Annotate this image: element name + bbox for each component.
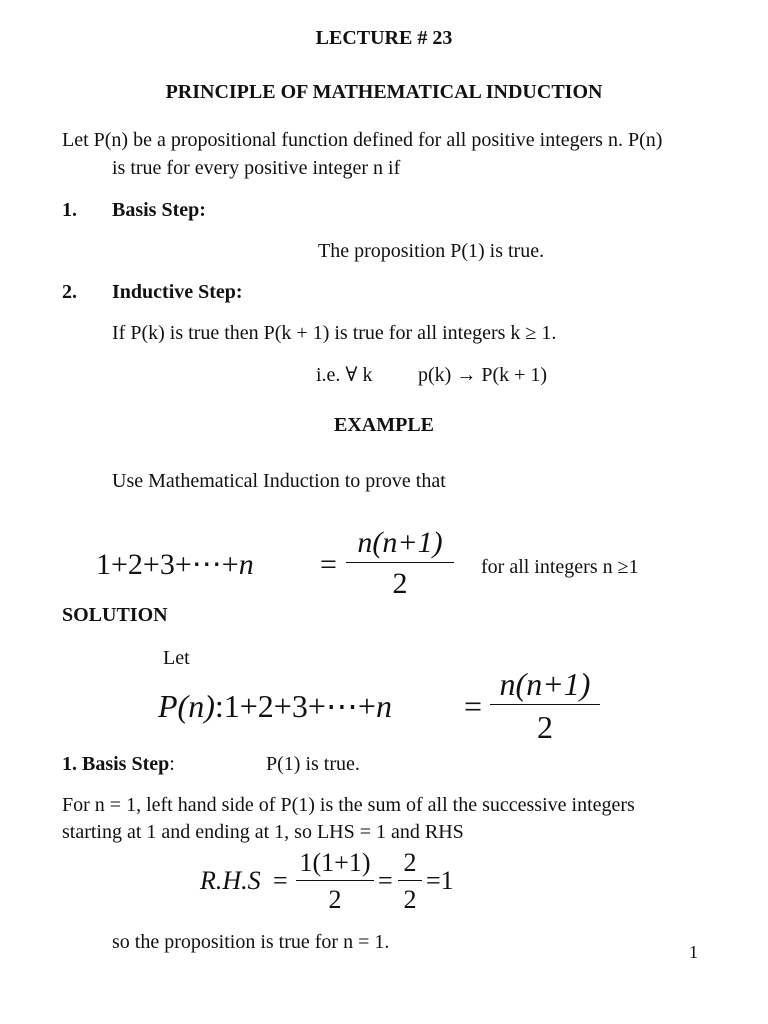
lecture-title: LECTURE # 23 [315, 27, 453, 49]
solution-pn-fraction [490, 668, 600, 743]
step-2-ie: i.e. ∀ k [316, 364, 373, 386]
solution-pn-statement [158, 690, 392, 722]
example-lhs [96, 550, 254, 580]
rhs-equals-2: = [378, 866, 393, 895]
solution-paragraph-line-2: starting at 1 and ending at 1, so LHS = 1 and RHS [62, 821, 464, 843]
solution-conclusion: so the proposition is true for n = 1. [112, 931, 390, 953]
rhs-fraction-1-bar [296, 880, 374, 881]
solution-pn-fraction-denominator: 2 [537, 709, 553, 745]
example-fraction-bar [346, 562, 454, 563]
solution-paragraph-line-1: For n = 1, left hand side of P(1) is the sum of all the successive integers [62, 794, 635, 816]
example-equals: = [320, 548, 337, 581]
example-fraction [346, 528, 454, 599]
rhs-label: R.H.S [200, 866, 261, 895]
solution-heading: SOLUTION [62, 604, 168, 626]
solution-pn-sum: :1+2+3+⋯+ [214, 688, 376, 724]
section-title: PRINCIPLE OF MATHEMATICAL INDUCTION [165, 81, 603, 103]
page-number: 1 [689, 942, 698, 962]
intro-line-1: Let P(n) be a propositional function defined for all positive integers n. P(n) [62, 129, 663, 151]
solution-pn-equals: = [464, 688, 483, 724]
step-1-title: Basis Step: [112, 199, 206, 221]
example-condition: for all integers n ≥1 [481, 556, 639, 578]
intro-line-2: is true for every positive integer n if [112, 157, 401, 179]
example-fraction-numerator: n(n+1) [357, 526, 443, 559]
step-2-title: Inductive Step: [112, 281, 243, 303]
rhs-equals-1: = [273, 866, 288, 895]
solution-pn-n: n [375, 688, 392, 724]
solution-pn-fraction-bar [490, 704, 600, 705]
rhs-fraction-2-bar [398, 880, 422, 881]
step-2-ie-expr: p(k) → P(k + 1) [418, 364, 548, 386]
rhs-fraction-2-numerator: 2 [403, 848, 417, 877]
rhs-fraction-1 [296, 850, 374, 913]
solution-basis-label: 1. Basis Step [62, 753, 170, 775]
rhs-fraction-2-denominator: 2 [403, 885, 417, 914]
solution-let: Let [163, 647, 190, 669]
example-heading: EXAMPLE [334, 414, 434, 436]
example-lhs-n: n [238, 548, 254, 581]
solution-basis-step [62, 754, 175, 774]
step-1-number: 1. [62, 199, 77, 221]
rhs-fraction-1-numerator: 1(1+1) [299, 848, 371, 877]
step-2-number: 2. [62, 281, 77, 303]
step-2-body: If P(k) is true then P(k + 1) is true for all integers k ≥ 1. [112, 322, 557, 344]
rhs-result: =1 [426, 866, 454, 895]
example-lhs-sum: 1+2+3+⋯+ [96, 548, 239, 581]
rhs-fraction-1-denominator: 2 [328, 885, 342, 914]
solution-basis-claim: P(1) is true. [266, 753, 360, 775]
solution-basis-colon: : [169, 753, 175, 775]
step-1-body: The proposition P(1) is true. [318, 240, 545, 262]
example-prompt: Use Mathematical Induction to prove that [112, 470, 446, 492]
example-fraction-denominator: 2 [392, 567, 408, 600]
solution-pn: P(n) [158, 688, 215, 724]
rhs-fraction-2 [398, 850, 422, 913]
solution-pn-fraction-numerator: n(n+1) [499, 666, 591, 702]
